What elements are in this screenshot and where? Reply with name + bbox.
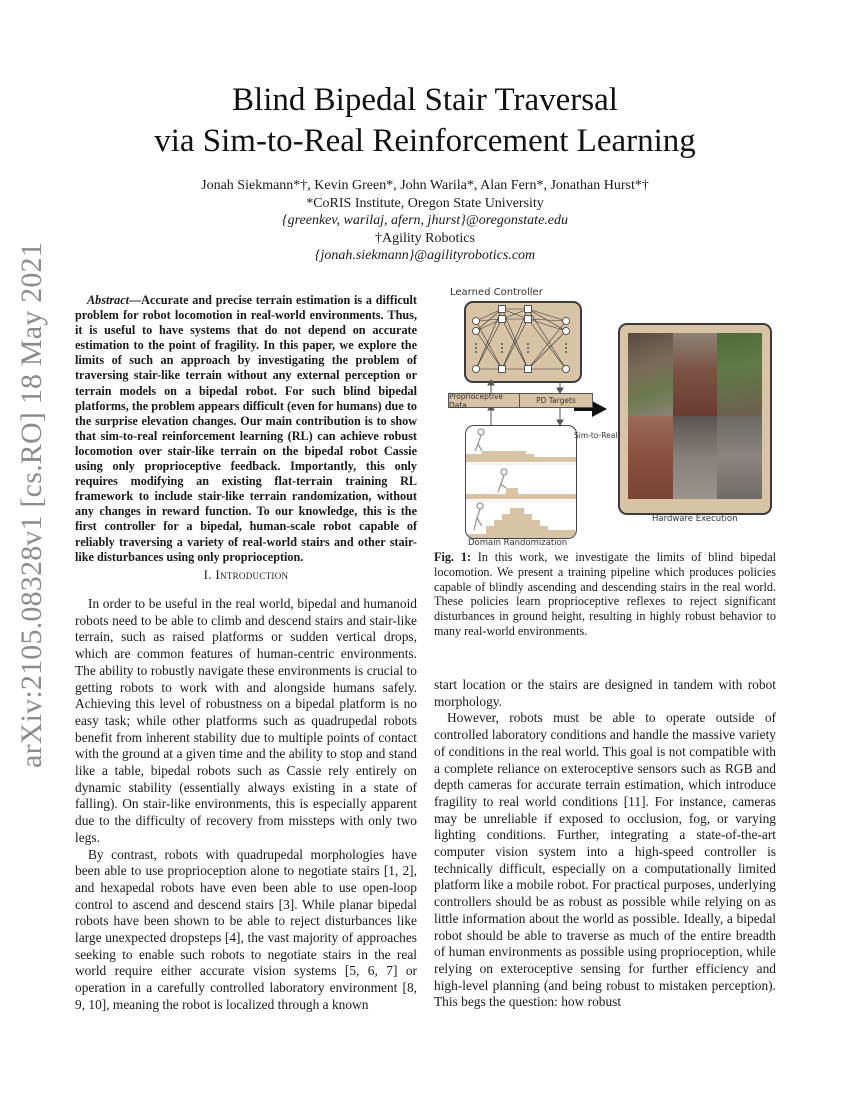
domain-randomization-box [465,425,577,539]
robot-photo-3 [717,333,762,416]
author-block [0,177,850,265]
arxiv-identifier-stamp [10,242,54,768]
figure-1-caption [434,550,776,639]
stair-terrain-illustrations [466,426,576,538]
intro-paragraph-1: In order to be useful in the real world, bipedal and humanoid robots need to be able to climb and descend stairs and stair-like terrain, such as raised platforms or sudden vertical drops, which are common features of human-centric environments. The ability to robustly navigate these environments is crucial to getting robots to work with and alongside humans safely. Achieving this level of robustness on a bipedal platform is no easy task; while other platforms such as quadrupedal robots benefit from inherent stability due to multiple points of contact with the ground at a given time and the ability to stop and stand like a table, bipedal robots such as Cassie rely entirely on dynamic stability (essentially always existing in a state of falling). On stair-like environments, this is especially apparent due to the difficulty of recovery from missteps with only two legs. [75,596,417,845]
intro-paragraph-2: By contrast, robots with quadrupedal morphologies have been able to use proprioception alone to negotiate stairs [1, 2], and hexapedal robots have even been able to use open-loop control to ascend and descend stairs [3]. While planar bipedal robots have been shown to be able to reject disturbances like large unexpected dropsteps [4], the vast majority of approaches seeking to enable such robots to negotiate stairs in the real world require either accurate vision systems [5, 6, 7] or operation in a carefully controlled laboratory environment [8, 9, 10], meaning the robot is localized through a known [75,846,417,1012]
robot-photo-1 [628,333,673,416]
label-learned-controller: Learned Controller [450,287,543,298]
figure-1 [442,285,782,550]
section-title: Introduction [215,567,289,582]
title-line-2: via Sim-to-Real Reinforcement Learning [154,123,696,159]
affiliation-osu: *CoRIS Institute, Oregon State University [306,195,544,211]
pd-targets-box: PD Targets [519,393,593,408]
label-domain-randomization: Domain Randomization [468,538,568,548]
introduction-left-column [75,596,417,1014]
abstract-label: Abstract [87,293,129,307]
title-line-1: Blind Bipedal Stair Traversal [232,82,618,118]
caption-label: Fig. 1: [434,550,471,564]
robot-photo-6 [717,416,762,499]
label-hardware-execution: Hardware Execution [652,514,738,524]
author-list: Jonah Siekmann*†, Kevin Green*, John Warila*, Alan Fern*, Jonathan Hurst*† [201,178,649,193]
robot-photo-4 [628,416,673,499]
abstract-text: —Accurate and precise terrain estimation is a difficult problem for robot locomotion in real-world environments. Thus, it is useful to have systems that do not depend on accurate estimation to the point of fragility. In this paper, we explore the limits of such an approach by investigating the problem of traversing stair-like terrain without any external perception or terrain models on a bipedal robot. For such blind bipedal platforms, the problem appears difficult (even for humans) due to the surprise elevation changes. Our main contribution is to show that sim-to-real reinforcement learning (RL) can achieve robust locomotion over stair-like terrain on the bipedal robot Cassie using only proprioceptive feedback. Importantly, this only requires modifying an existing flat-terrain training RL framework to include stair-like terrain randomization, without any changes in reward function. To our knowledge, this is the first controller for a bipedal, human-scale robot capable of reliably traversing a variety of real-world stairs and other stair-like disturbances using only proprioception. [75,293,417,564]
section-number: I. [203,567,212,582]
robot-photo-grid [628,333,762,499]
intro-paragraph-3: However, robots must be able to operate outside of controlled laboratory conditions and handle the massive variety of conditions in the real world. This goal is not compatible with a complete reliance on exteroceptive sensors such as RGB and depth cameras for accurate terrain estimation, which introduce fragility to real world conditions [11]. For instance, cameras may be unreliable if exposed to occlusion, fog, or varying lighting conditions. Further, integrating a state-of-the-art computer vision system into a high-speed controller is technically difficult, especially on a computationally limited platform like a mobile robot. For practical purposes, underlying controllers should be as robust as possible while relying on as little information about the world as possible. Ideally, a bipedal robot should be able to traverse as much of the entire breadth of human environments as possible using proprioception, while relying on exteroceptive sensing for further efficiency and high-level planning (and being robust to mistaken perception). This begs the question: how robust [434,710,776,1010]
caption-text: In this work, we investigate the limits of blind bipedal locomotion. We present a training pipeline which produces policies capable of blindly ascending and descending stairs in the real world. These policies learn proprioceptive reflexes to reject significant disturbances in ground height, resulting in highly robust behavior to many real-world environments. [434,550,776,638]
abstract [75,293,417,565]
robot-photo-5 [673,416,718,499]
email-agility: {jonah.siekmann}@agilityrobotics.com [314,248,536,263]
introduction-right-column [434,677,776,1011]
email-osu: {greenkev, warilaj, afern, jhurst}@oregonstate.edu [281,213,568,228]
hardware-execution-box [618,323,772,515]
paper-title [0,80,850,162]
robot-photo-2 [673,333,718,416]
affiliation-agility: †Agility Robotics [375,230,475,246]
proprioceptive-data-box: Proprioceptive Data [448,393,520,408]
arxiv-stamp-text: arXiv:2105.08328v1 [cs.RO] 18 May 2021 [15,242,48,768]
intro-paragraph-2-continued: start location or the stairs are designed in tandem with robot morphology. [434,677,776,709]
label-sim-to-real: Sim-to-Real [574,431,618,440]
section-heading-introduction [75,567,417,583]
